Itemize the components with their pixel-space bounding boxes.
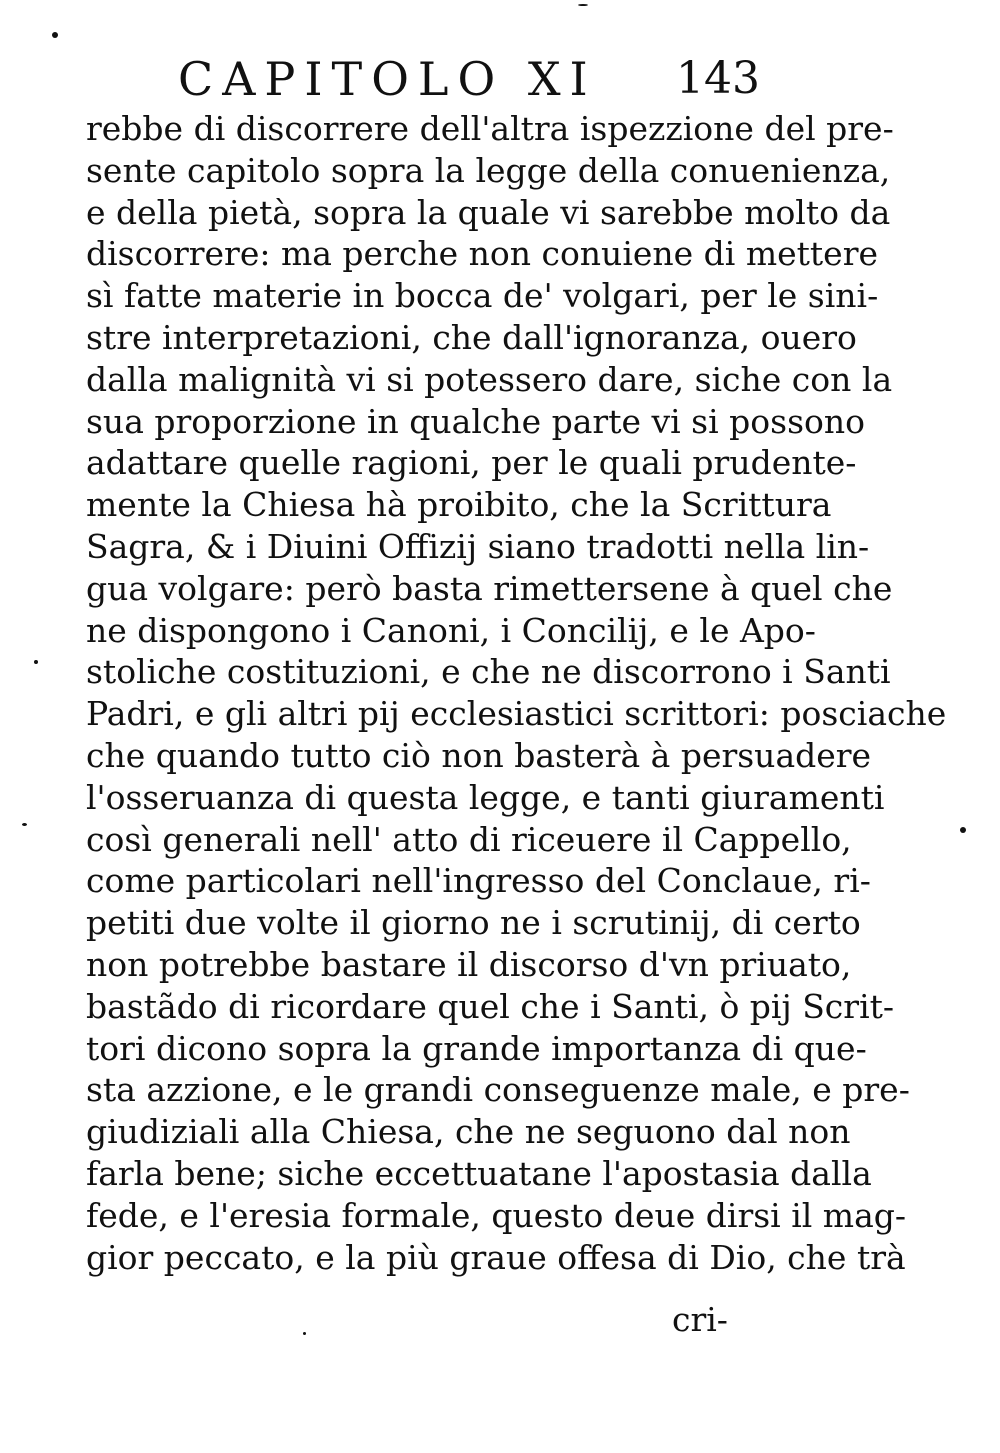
text-line: petiti due volte il giorno ne i scrutinij, di certo — [86, 903, 861, 943]
chapter-heading: CAPITOLO XI — [178, 52, 597, 106]
text-line: tori dicono sopra la grande importanza di que- — [86, 1028, 867, 1068]
text-line: farla bene; siche eccettuatane l'apostasia dalla — [86, 1153, 872, 1193]
text-line: che quando tutto ciò non basterà à persuadere — [86, 735, 872, 775]
text-line: sua proporzione in qualche parte vi si possono — [86, 401, 865, 441]
running-head — [0, 44, 1000, 114]
text-line: così generali nell' atto di riceuere il Cappello, — [86, 819, 852, 859]
text-line: bastãdo di ricordare quel che i Santi, ò pij Scrit- — [86, 986, 895, 1026]
text-line: rebbe di discorrere dell'altra ispezzione del pre- — [86, 109, 894, 148]
text-line: come particolari nell'ingresso del Conclaue, ri- — [86, 861, 871, 901]
text-line: sì fatte materie in bocca de' volgari, per le sini- — [86, 276, 879, 316]
body-text — [86, 108, 947, 1278]
text-line: dalla malignità vi si potessero dare, siche con la — [86, 359, 893, 399]
text-line: adattare quelle ragioni, per le quali prudente- — [86, 443, 857, 483]
scan-speck — [52, 32, 58, 38]
catchword: cri- — [672, 1300, 728, 1339]
text-line: Sagra, & i Diuini Offizij siano tradotti nella lin- — [86, 526, 870, 566]
scan-speck — [303, 1332, 306, 1335]
scan-speck — [578, 4, 588, 6]
text-line: l'osseruanza di questa legge, e tanti giuramenti — [86, 777, 885, 817]
scan-speck — [34, 660, 38, 664]
text-line: stre interpretazioni, che dall'ignoranza, ouero — [86, 317, 857, 357]
page-number: 143 — [676, 53, 760, 104]
text-line: discorrere: ma perche non conuiene di mettere — [86, 234, 879, 274]
text-line: sente capitolo sopra la legge della conuenienza, — [86, 150, 891, 190]
text-line: mente la Chiesa hà proibito, che la Scrittura — [86, 485, 832, 525]
scan-speck — [960, 827, 966, 833]
text-line: sta azzione, e le grandi conseguenze male, e pre- — [86, 1070, 910, 1110]
text-line: non potrebbe bastare il discorso d'vn priuato, — [86, 944, 852, 984]
scan-speck — [22, 823, 27, 826]
text-line: stoliche costituzioni, e che ne discorrono i Santi — [86, 652, 891, 692]
text-line: gior peccato, e la più graue offesa di Dio, che trà — [86, 1237, 906, 1277]
text-line: Padri, e gli altri pij ecclesiastici scrittori: posciache — [86, 694, 947, 734]
text-line: gua volgare: però basta rimettersene à quel che — [86, 568, 893, 608]
text-line: e della pietà, sopra la quale vi sarebbe molto da — [86, 192, 891, 232]
text-line: giudiziali alla Chiesa, che ne seguono dal non — [86, 1112, 851, 1152]
text-line: ne dispongono i Canoni, i Concilij, e le Apo- — [86, 610, 816, 650]
text-line: fede, e l'eresia formale, questo deue dirsi il mag- — [86, 1195, 907, 1235]
